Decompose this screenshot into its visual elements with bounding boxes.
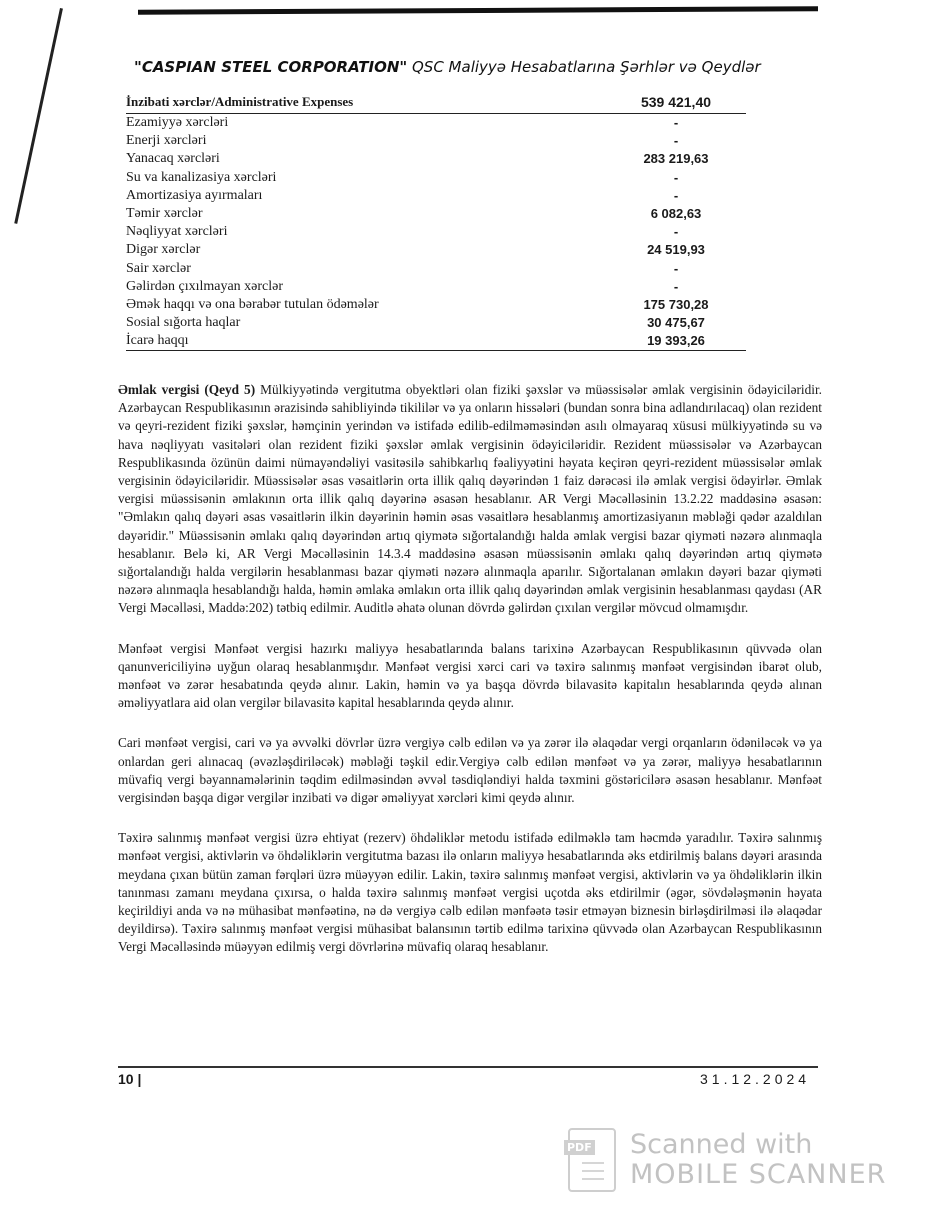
watermark-line-1: Scanned with bbox=[630, 1129, 813, 1160]
profit-tax-paragraph bbox=[118, 640, 822, 713]
row-value: - bbox=[673, 260, 679, 276]
row-label: Gəlirdən çıxılmayan xərclər bbox=[126, 278, 284, 294]
paragraph-lead: Əmlak vergisi (Qeyd 5) bbox=[118, 382, 256, 397]
company-name: "CASPIAN STEEL CORPORATION" bbox=[134, 58, 408, 76]
report-date: 31.12.2024 bbox=[700, 1071, 811, 1087]
row-label: Nəqliyyat xərcləri bbox=[126, 224, 228, 240]
table-row bbox=[126, 278, 746, 296]
row-value: 19 393,26 bbox=[647, 333, 705, 349]
expenses-title: İnzibati xərclər/Administrative Expenses bbox=[126, 94, 354, 109]
paragraph-text: Mənfəət vergisi Mənfəət vergisi hazırkı maliyyə hesabatlarında balans tarixinə Azərbaycan Respublikasının qüvvədə olan qanunvericiliyinə uyğun olaraq hesablanmışdır. Mənfəət vergisi xərci cari və təxirə salınmış mənfəət vergisindən ibarət olub, mənfəət və zərər hesabatında qeydə alınır. Lakin, həmin və ya başqa dövrdə bilavasitə kapitalın hesablarında qeydə alınan əməliyyatlara aid olan vergilər bilavasitə kapital hesablarında qeydə alınır. bbox=[118, 640, 822, 711]
page-edge-line bbox=[14, 8, 63, 224]
table-row bbox=[126, 187, 746, 205]
row-label: Amortizasiya ayırmaları bbox=[126, 187, 263, 203]
table-row bbox=[126, 150, 746, 168]
row-label: Sair xərclər bbox=[126, 260, 191, 276]
table-row bbox=[126, 332, 746, 351]
row-value: - bbox=[673, 224, 679, 240]
table-row bbox=[126, 223, 746, 241]
row-value: 24 519,93 bbox=[647, 242, 705, 258]
page-header bbox=[134, 58, 834, 76]
row-label: Əmək haqqı və ona bərabər tutulan ödəmələr bbox=[126, 296, 379, 312]
paragraph-text: Mülkiyyətində vergitutma obyektləri olan fiziki şəxslər və müəssisələr əmlak vergisinin ödəyiciləridir. Azərbaycan Respublikasının ərazisində sahibliyində tikililər və ya onların hissələri (bundan sonra bina adlandırılacaq) olan rezident və qeyri-rezident fiziki şəxslər, həmçinin yerindən və istifadə edilib-edilməməsindən asılı olmayaraq xüsusi mülkiyyətində su və hava nəqliyyatı vasitələri olan rezident fiziki şəxslər əmlak vergisinin ödəyiciləridir. Rezident müəssisələr və Azərbaycan Respublikasında özünün daimi nümayəndəliyi vasitəsilə sahibkarlıq fəaliyyətini həyata keçirən qeyri-rezident müəssisələr əmlak vergisinin ödəyiciləridir. Müəssisələr əsas vəsaitlərin orta illik qalıq dəyərindən 1 faiz dərəcəsi ilə əmlak vergisi ödəyirlər. Əmlak vergisi müəssisənin əmlakının orta illik qalıq dəyərinə əsasən hesablanır. AR Vergi Məcəlləsinin 13.2.22 maddəsinə əsasən: "Əmlakın qalıq dəyəri əsas vəsaitlərin ilkin dəyərinin həmin əsas vəsaitlərə hesablanmış amortizasiyanın məbləği qədər azaldılan dəyəridir." Müəssisənin əmlakı qalıq dəyərindən artıq qiymətə sığortalandığı halda əmlak vergisi bazar qiyməti nəzərə alınmaqla hesablanır. Belə ki, AR Vergi Məcəlləsinin 14.3.4 maddəsinə əsasən müəssisənin əmlakı qalıq dəyərindən artıq qiymətə sığortalandığı halda vergilərin hesablanması bazar qiyməti nəzərə alınmaqla aparılır. Sığortalanan əmlakın dəyəri bazar qiyməti nəzərə alınmaqla hesablandığı halda, həmin əmlaka əmlakın orta illik qalıq dəyərindən əmlak vergisinin hesablanması qaydası (AR Vergi Məcəlləsi, Maddə:202) tətbiq edilmir. Auditlə əhatə olunan dövrdə gəlirdən çıxılan vergilər mövcud olmamışdır. bbox=[118, 382, 822, 616]
row-value: - bbox=[673, 133, 679, 149]
property-tax-paragraph bbox=[118, 381, 822, 618]
row-value: 6 082,63 bbox=[650, 205, 702, 221]
scanner-watermark bbox=[568, 1128, 886, 1192]
table-row bbox=[126, 114, 746, 132]
table-row bbox=[126, 205, 746, 223]
expenses-total: 539 421,40 bbox=[640, 94, 712, 110]
row-value: 283 219,63 bbox=[643, 151, 709, 167]
table-row bbox=[126, 314, 746, 332]
paragraph-text: Təxirə salınmış mənfəət vergisi üzrə ehtiyat (rezerv) öhdəliklər metodu istifadə edilməklə tam həcmdə yaradılır. Təxirə salınmış mənfəət vergisi, aktivlərin və öhdəliklərin vergitutma bazası ilə onların maliyyə hesabatlarında əks etdirilmiş balans dəyəri arasında meydana çıxan bütün zaman fərqləri üzrə müəyyən edilir. Lakin, təxirə salınmış mənfəət vergisi, aktivlərin və ya öhdəliklərin ilkin tanınması zamanı meydana çıxırsa, o halda təxirə salınmış mənfəət vergisi uçotda əks etdirilmir (əgər, sövdələşmənin həyata keçirildiyi anda və nə mühasibat mənfəətinə, nə də vergiyə cəlb edilən mənfəətə təsir etməyən biznesin birləşdirilməsi ilə əlaqədar deyildirsə). Təxirə salınmış mənfəət vergisi mühasibat balansının tərtib edilmə tarixinə qüvvədə olan Azərbaycan Respublikasının Vergi Məcəlləsində müəyyən edilmiş vergi dövrlərinə müvafiq olaraq hesablanır. bbox=[118, 830, 822, 955]
deferred-tax-paragraph bbox=[118, 829, 822, 956]
table-row bbox=[126, 260, 746, 278]
table-row bbox=[126, 241, 746, 259]
row-label: Təmir xərclər bbox=[126, 205, 203, 221]
expenses-table bbox=[126, 93, 746, 351]
table-row bbox=[126, 296, 746, 314]
row-value: - bbox=[673, 278, 679, 294]
paragraph-text: Cari mənfəət vergisi, cari və ya əvvəlki dövrlər üzrə vergiyə cəlb edilən və ya zərər ilə əlaqədar vergi orqanların ödəniləcək və ya onlardan geri alınacaq (əvəzləşdiriləcək) məbləği təşkil edir.Vergiyə cəlb edilən mənfəət və ya zərər, maliyyə hesabatlarının müvafiq vergi bəyannamələrinin təqdim edilməsindən əvvəl təsdiqləndiyi halda təxmini göstəricilərə əsasən hesablanır. Mənfəət vergisindən başqa digər vergilər inzibati və digər əməliyyat xərcləri kimi qeydə alınır. bbox=[118, 735, 822, 806]
notes-body bbox=[118, 381, 822, 979]
row-label: Sosial sığorta haqlar bbox=[126, 315, 241, 331]
row-value: - bbox=[673, 187, 679, 203]
watermark-line-2: MOBILE SCANNER bbox=[630, 1159, 887, 1190]
page-number: 10 | bbox=[118, 1071, 142, 1087]
top-border-line bbox=[138, 6, 818, 15]
table-row bbox=[126, 132, 746, 150]
row-label: Yanacaq xərcləri bbox=[126, 151, 220, 167]
row-label: Digər xərclər bbox=[126, 242, 201, 258]
expenses-header-row bbox=[126, 93, 746, 114]
document-pdf-icon bbox=[568, 1128, 616, 1192]
row-value: - bbox=[673, 169, 679, 185]
row-label: Su va kanalizasiya xərcləri bbox=[126, 169, 277, 185]
row-label: İcarə haqqı bbox=[126, 333, 189, 349]
row-value: 175 730,28 bbox=[643, 296, 709, 312]
row-value: 30 475,67 bbox=[647, 315, 705, 331]
table-row bbox=[126, 169, 746, 187]
footer-rule bbox=[118, 1066, 818, 1068]
header-subtitle: QSC Maliyyə Hesabatlarına Şərhlər və Qeydlər bbox=[407, 58, 761, 76]
row-value: - bbox=[673, 115, 679, 130]
pdf-badge: PDF bbox=[564, 1140, 595, 1155]
current-profit-tax-paragraph bbox=[118, 734, 822, 807]
row-label: Enerji xərcləri bbox=[126, 133, 207, 149]
row-label: Ezamiyyə xərcləri bbox=[126, 115, 229, 130]
